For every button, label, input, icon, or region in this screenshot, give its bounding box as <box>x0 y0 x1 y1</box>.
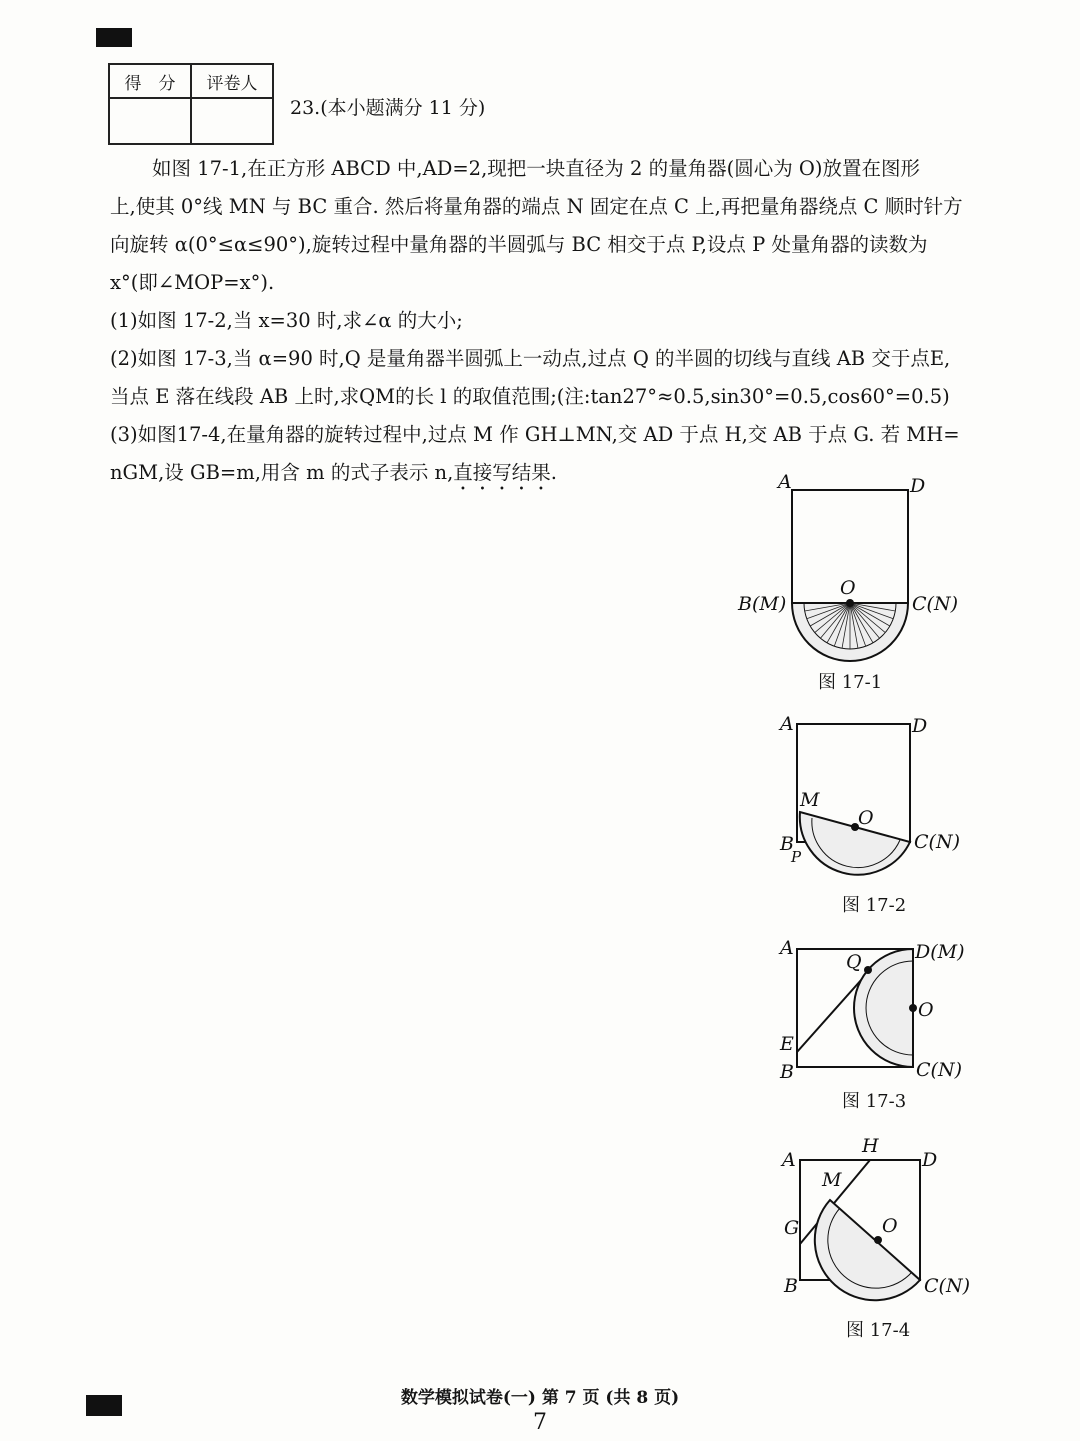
caption-17-4: 图 17-4 <box>846 1320 911 1341</box>
caption-17-1: 图 17-1 <box>818 672 883 693</box>
caption-17-2: 图 17-2 <box>842 895 907 916</box>
label-b: B <box>784 1275 798 1297</box>
label-a: A <box>780 713 794 735</box>
figure-17-4 <box>770 1132 980 1307</box>
label-b: B <box>780 1061 794 1083</box>
label-c: C(N) <box>924 1275 970 1297</box>
question-title: 23.(本小题满分 11 分) <box>290 97 486 119</box>
label-d: D <box>922 1149 938 1171</box>
label-q: Q <box>846 951 862 973</box>
label-d: D <box>910 475 926 497</box>
protractor <box>815 1200 920 1300</box>
figure-17-3 <box>760 932 980 1087</box>
score-table <box>108 63 274 145</box>
part-2-line-1: (2)如图 17-3,当 α=90 时,Q 是量角器半圆弧上一动点,过点 Q 的半圆的切线与直线 AB 交于点E, <box>110 347 951 370</box>
label-a: A <box>778 471 792 493</box>
question-body <box>110 150 975 495</box>
part-2-line-2: 当点 E 落在线段 AB 上时,求QM的长 l 的取值范围;(注:tan27°≈0.5,sin30°=0.5,cos60°=0.5) <box>110 385 950 408</box>
intro-line-2: 上,使其 0°线 MN 与 BC 重合. 然后将量角器的端点 N 固定在点 C 上,再把量角器绕点 C 顺时针方 <box>110 195 963 218</box>
corner-marker-top <box>96 28 132 47</box>
protractor <box>792 599 908 661</box>
intro-line-3: 向旋转 α(0°≤α≤90°),旋转过程中量角器的半圆弧与 BC 相交于点 P,设点 P 处量角器的读数为 <box>110 233 928 256</box>
label-o: O <box>918 999 934 1021</box>
label-m: M <box>800 789 820 811</box>
part-3-text: nGM,设 GB=m,用含 m 的式子表示 n, <box>110 461 454 484</box>
label-o: O <box>858 807 874 829</box>
score-label: 得 分 <box>109 64 191 98</box>
label-d: D(M) <box>915 941 965 963</box>
label-o: O <box>840 577 856 599</box>
protractor <box>800 812 910 875</box>
caption-17-3: 图 17-3 <box>842 1091 907 1112</box>
label-b: B <box>780 833 794 855</box>
grader-label: 评卷人 <box>191 64 273 98</box>
part-3-end: . <box>550 461 557 484</box>
label-c: C(N) <box>912 593 958 615</box>
label-a: A <box>780 937 794 959</box>
part-1: (1)如图 17-2,当 x=30 时,求∠α 的大小; <box>110 309 463 332</box>
label-g: G <box>784 1217 800 1239</box>
label-m: M <box>822 1169 842 1191</box>
figure-17-2 <box>760 712 980 897</box>
part-3-line-1: (3)如图17-4,在量角器的旋转过程中,过点 M 作 GH⊥MN,交 AD 于点 H,交 AB 于点 G. 若 MH= <box>110 423 960 446</box>
label-h: H <box>862 1135 879 1157</box>
part-3-emphasis: 直接写结果 <box>453 461 551 484</box>
intro-line-4: x°(即∠MOP=x°). <box>110 271 275 294</box>
intro-line-1: 如图 17-1,在正方形 ABCD 中,AD=2,现把一块直径为 2 的量角器(圆心为 O)放置在图形 <box>152 157 920 180</box>
score-cell[interactable] <box>109 98 191 144</box>
label-c: C(N) <box>914 831 960 853</box>
grader-cell[interactable] <box>191 98 273 144</box>
label-c: C(N) <box>916 1059 962 1081</box>
label-o: O <box>882 1215 898 1237</box>
label-b: B(M) <box>738 593 787 615</box>
label-d: D <box>912 715 928 737</box>
label-e: E <box>780 1033 794 1055</box>
page-footer: 数学模拟试卷(一) 第 7 页 (共 8 页) <box>400 1388 680 1408</box>
label-a: A <box>782 1149 796 1171</box>
label-p: P <box>791 848 802 866</box>
page-number: 7 <box>533 1410 547 1435</box>
figure-17-1 <box>730 470 980 670</box>
protractor <box>854 949 917 1067</box>
